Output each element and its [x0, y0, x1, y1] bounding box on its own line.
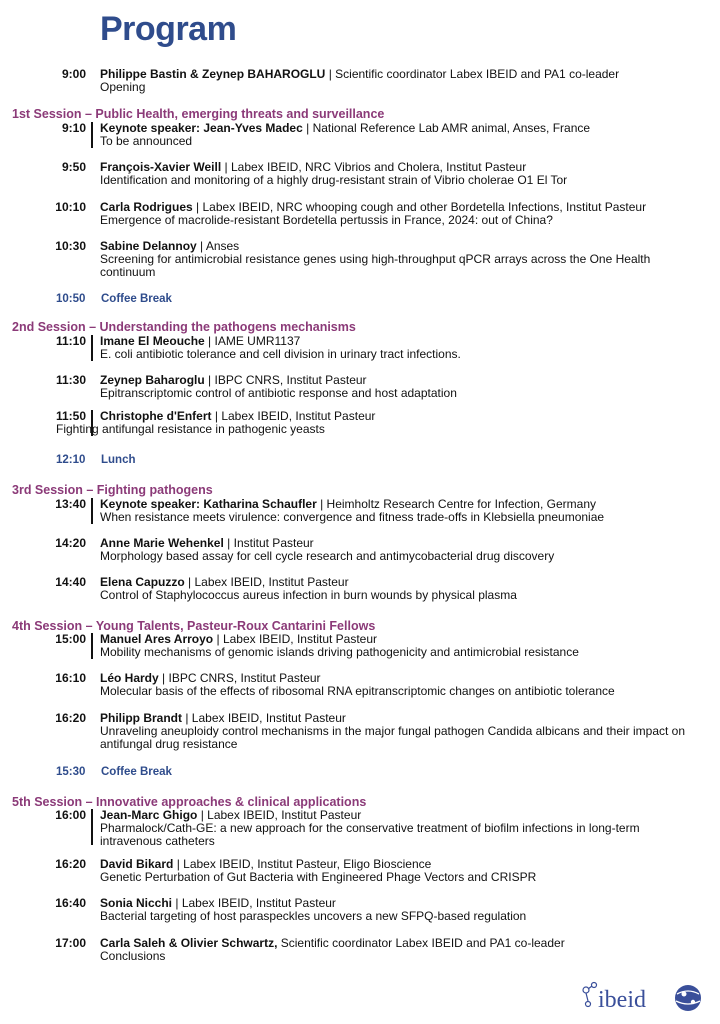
item-time: 9:10: [61, 121, 86, 135]
speaker-name: Keynote speaker: Katharina Schaufler: [100, 497, 317, 511]
speaker-affiliation: IBPC CNRS, Institut Pasteur: [168, 671, 321, 685]
item-time: 11:30: [55, 373, 86, 387]
break-time: 15:30: [56, 766, 86, 778]
speaker-name: Manuel Ares Arroyo: [100, 632, 214, 646]
speaker-name: Christophe d'Enfert: [100, 409, 212, 423]
molecule-icon: [583, 983, 597, 1007]
item-time: 16:40: [55, 896, 86, 910]
page-title: Program: [100, 10, 237, 48]
item-time: 11:50: [55, 409, 86, 423]
session-3-title: 3rd Session – Fighting pathogens: [12, 483, 213, 497]
speaker-name: Carla Saleh & Olivier Schwartz,: [100, 936, 278, 950]
item-time: 17:00: [55, 936, 86, 950]
speaker-name: Jean-Marc Ghigo: [100, 808, 198, 822]
speaker-name: David Bikard: [100, 857, 174, 871]
item-time: 16:10: [55, 671, 86, 685]
talk-title: Emergence of macrolide-resistant Bordetella pertussis in France, 2024: out of China?: [100, 213, 553, 227]
item-time: 10:30: [55, 239, 86, 253]
speaker-affiliation: National Reference Lab AMR animal, Anses, France: [312, 121, 591, 135]
talk-title: Identification and monitoring of a highly drug-resistant strain of Vibrio cholerae O1 El Tor: [100, 173, 568, 187]
break-label: Lunch: [101, 454, 136, 466]
timeline-bar: [91, 498, 93, 524]
talk-title: Unraveling aneuploidy control mechanisms in the major fungal pathogen Candida albicans and their impact on antifungal drug resistance: [100, 724, 686, 751]
speaker-affiliation: Labex IBEID, Institut Pasteur: [194, 575, 349, 589]
talk-title: When resistance meets virulence: convergence and fitness trade-offs in Klebsiella pneumoniae: [100, 510, 605, 524]
timeline-bar: [91, 633, 93, 659]
talk-title: Conclusions: [100, 949, 166, 963]
session-5-title: 5th Session – Innovative approaches & clinical applications: [12, 795, 367, 809]
item-time: 13:40: [55, 497, 86, 511]
talk-title: E. coli antibiotic tolerance and cell division in urinary tract infections.: [100, 347, 461, 361]
break-label: Coffee Break: [101, 766, 172, 778]
speaker-affiliation: Heimholtz Research Centre for Infection, Germany: [326, 497, 596, 511]
globe-icon: [675, 985, 701, 1011]
item-time: 16:20: [55, 857, 86, 871]
talk-title: Bacterial targeting of host paraspeckles uncovers a new SFPQ-based regulation: [100, 909, 527, 923]
speaker-name: Zeynep Baharoglu: [100, 373, 205, 387]
item-time: 9:00: [61, 67, 86, 81]
speaker-name: Imane El Meouche: [100, 334, 205, 348]
item-time: 9:50: [61, 160, 86, 174]
speaker-affiliation: Labex IBEID, Institut Pasteur, Eligo Bioscience: [183, 857, 432, 871]
speaker-affiliation: Labex IBEID, Institut Pasteur: [222, 632, 378, 646]
speaker-name: Elena Capuzzo: [100, 575, 185, 589]
item-time: 10:10: [55, 200, 86, 214]
speaker-affiliation: Labex IBEID, NRC Vibrios and Cholera, Institut Pasteur: [230, 160, 527, 174]
speaker-name: Philipp Brandt: [100, 711, 182, 725]
break-time: 10:50: [56, 293, 86, 305]
item-time: 16:00: [55, 808, 86, 822]
talk-title: Pharmalock/Cath-GE: a new approach for the conservative treatment of biofilm infections in long-term intravenous catheters: [100, 821, 640, 848]
speaker-name: Carla Rodrigues: [100, 200, 193, 214]
talk-title: Genetic Perturbation of Gut Bacteria with Engineered Phage Vectors and CRISPR: [100, 870, 537, 884]
timeline-bar: [91, 122, 93, 148]
speaker-name: Anne Marie Wehenkel: [100, 536, 224, 550]
speaker-affiliation: IAME UMR1137: [214, 334, 301, 348]
item-time: 16:20: [55, 711, 86, 725]
speaker-affiliation: Labex IBEID, Institut Pasteur: [221, 409, 376, 423]
speaker-affiliation: Scientific coordinator Labex IBEID and PA1 co-leader: [280, 936, 565, 950]
talk-title: Opening: [100, 80, 146, 94]
speaker-affiliation: Labex IBEID, NRC whooping cough and other Bordetella Infections, Institut Pasteur: [202, 200, 647, 214]
talk-title: Screening for antimicrobial resistance genes using high-throughput qPCR arrays across the One Health continuum: [100, 252, 651, 279]
break-time: 12:10: [56, 454, 86, 466]
item-time: 14:40: [55, 575, 86, 589]
speaker-affiliation: Labex IBEID, Institut Pasteur: [207, 808, 362, 822]
speaker-name: Keynote speaker: Jean-Yves Madec: [100, 121, 303, 135]
speaker-name: Philippe Bastin & Zeynep BAHAROGLU: [100, 67, 326, 81]
break-label: Coffee Break: [101, 293, 172, 305]
talk-title: Control of Staphylococcus aureus infection in burn wounds by physical plasma: [100, 588, 517, 602]
speaker-affiliation: Institut Pasteur: [233, 536, 314, 550]
speaker-name: Léo Hardy: [100, 671, 159, 685]
talk-title: Epitranscriptomic control of antibiotic response and host adaptation: [100, 386, 457, 400]
timeline-bar: [91, 335, 93, 361]
speaker-affiliation: IBPC CNRS, Institut Pasteur: [214, 373, 367, 387]
speaker-name: Sonia Nicchi: [100, 896, 173, 910]
session-1-title: 1st Session – Public Health, emerging threats and surveillance: [12, 107, 385, 121]
talk-title: Mobility mechanisms of genomic islands driving pathogenicity and antimicrobial resistance: [100, 645, 579, 659]
talk-title: Molecular basis of the effects of ribosomal RNA epitranscriptomic changes on antibiotic tolerance: [100, 684, 615, 698]
ibeid-logo: [580, 980, 710, 1016]
item-time: 11:10: [55, 334, 86, 348]
talk-title: Morphology based assay for cell cycle research and antimycobacterial drug discovery: [100, 549, 555, 563]
speaker-affiliation: Anses: [205, 239, 240, 253]
speaker-affiliation: Scientific coordinator Labex IBEID and PA1 co-leader: [335, 67, 620, 81]
item-time: 14:20: [55, 536, 86, 550]
session-2-title: 2nd Session – Understanding the pathogens mechanisms: [12, 320, 356, 334]
speaker-affiliation: Labex IBEID, Institut Pasteur: [181, 896, 336, 910]
talk-title: To be announced: [100, 134, 193, 148]
talk-title: Fighting antifungal resistance in pathogenic yeasts: [56, 422, 325, 436]
logo-text: ibeid: [598, 987, 646, 1013]
speaker-affiliation: Labex IBEID, Institut Pasteur: [191, 711, 346, 725]
speaker-name: Sabine Delannoy: [100, 239, 197, 253]
speaker-name: François-Xavier Weill: [100, 160, 222, 174]
session-4-title: 4th Session – Young Talents, Pasteur-Roux Cantarini Fellows: [12, 619, 376, 633]
item-time: 15:00: [55, 632, 86, 646]
timeline-bar: [91, 809, 93, 845]
